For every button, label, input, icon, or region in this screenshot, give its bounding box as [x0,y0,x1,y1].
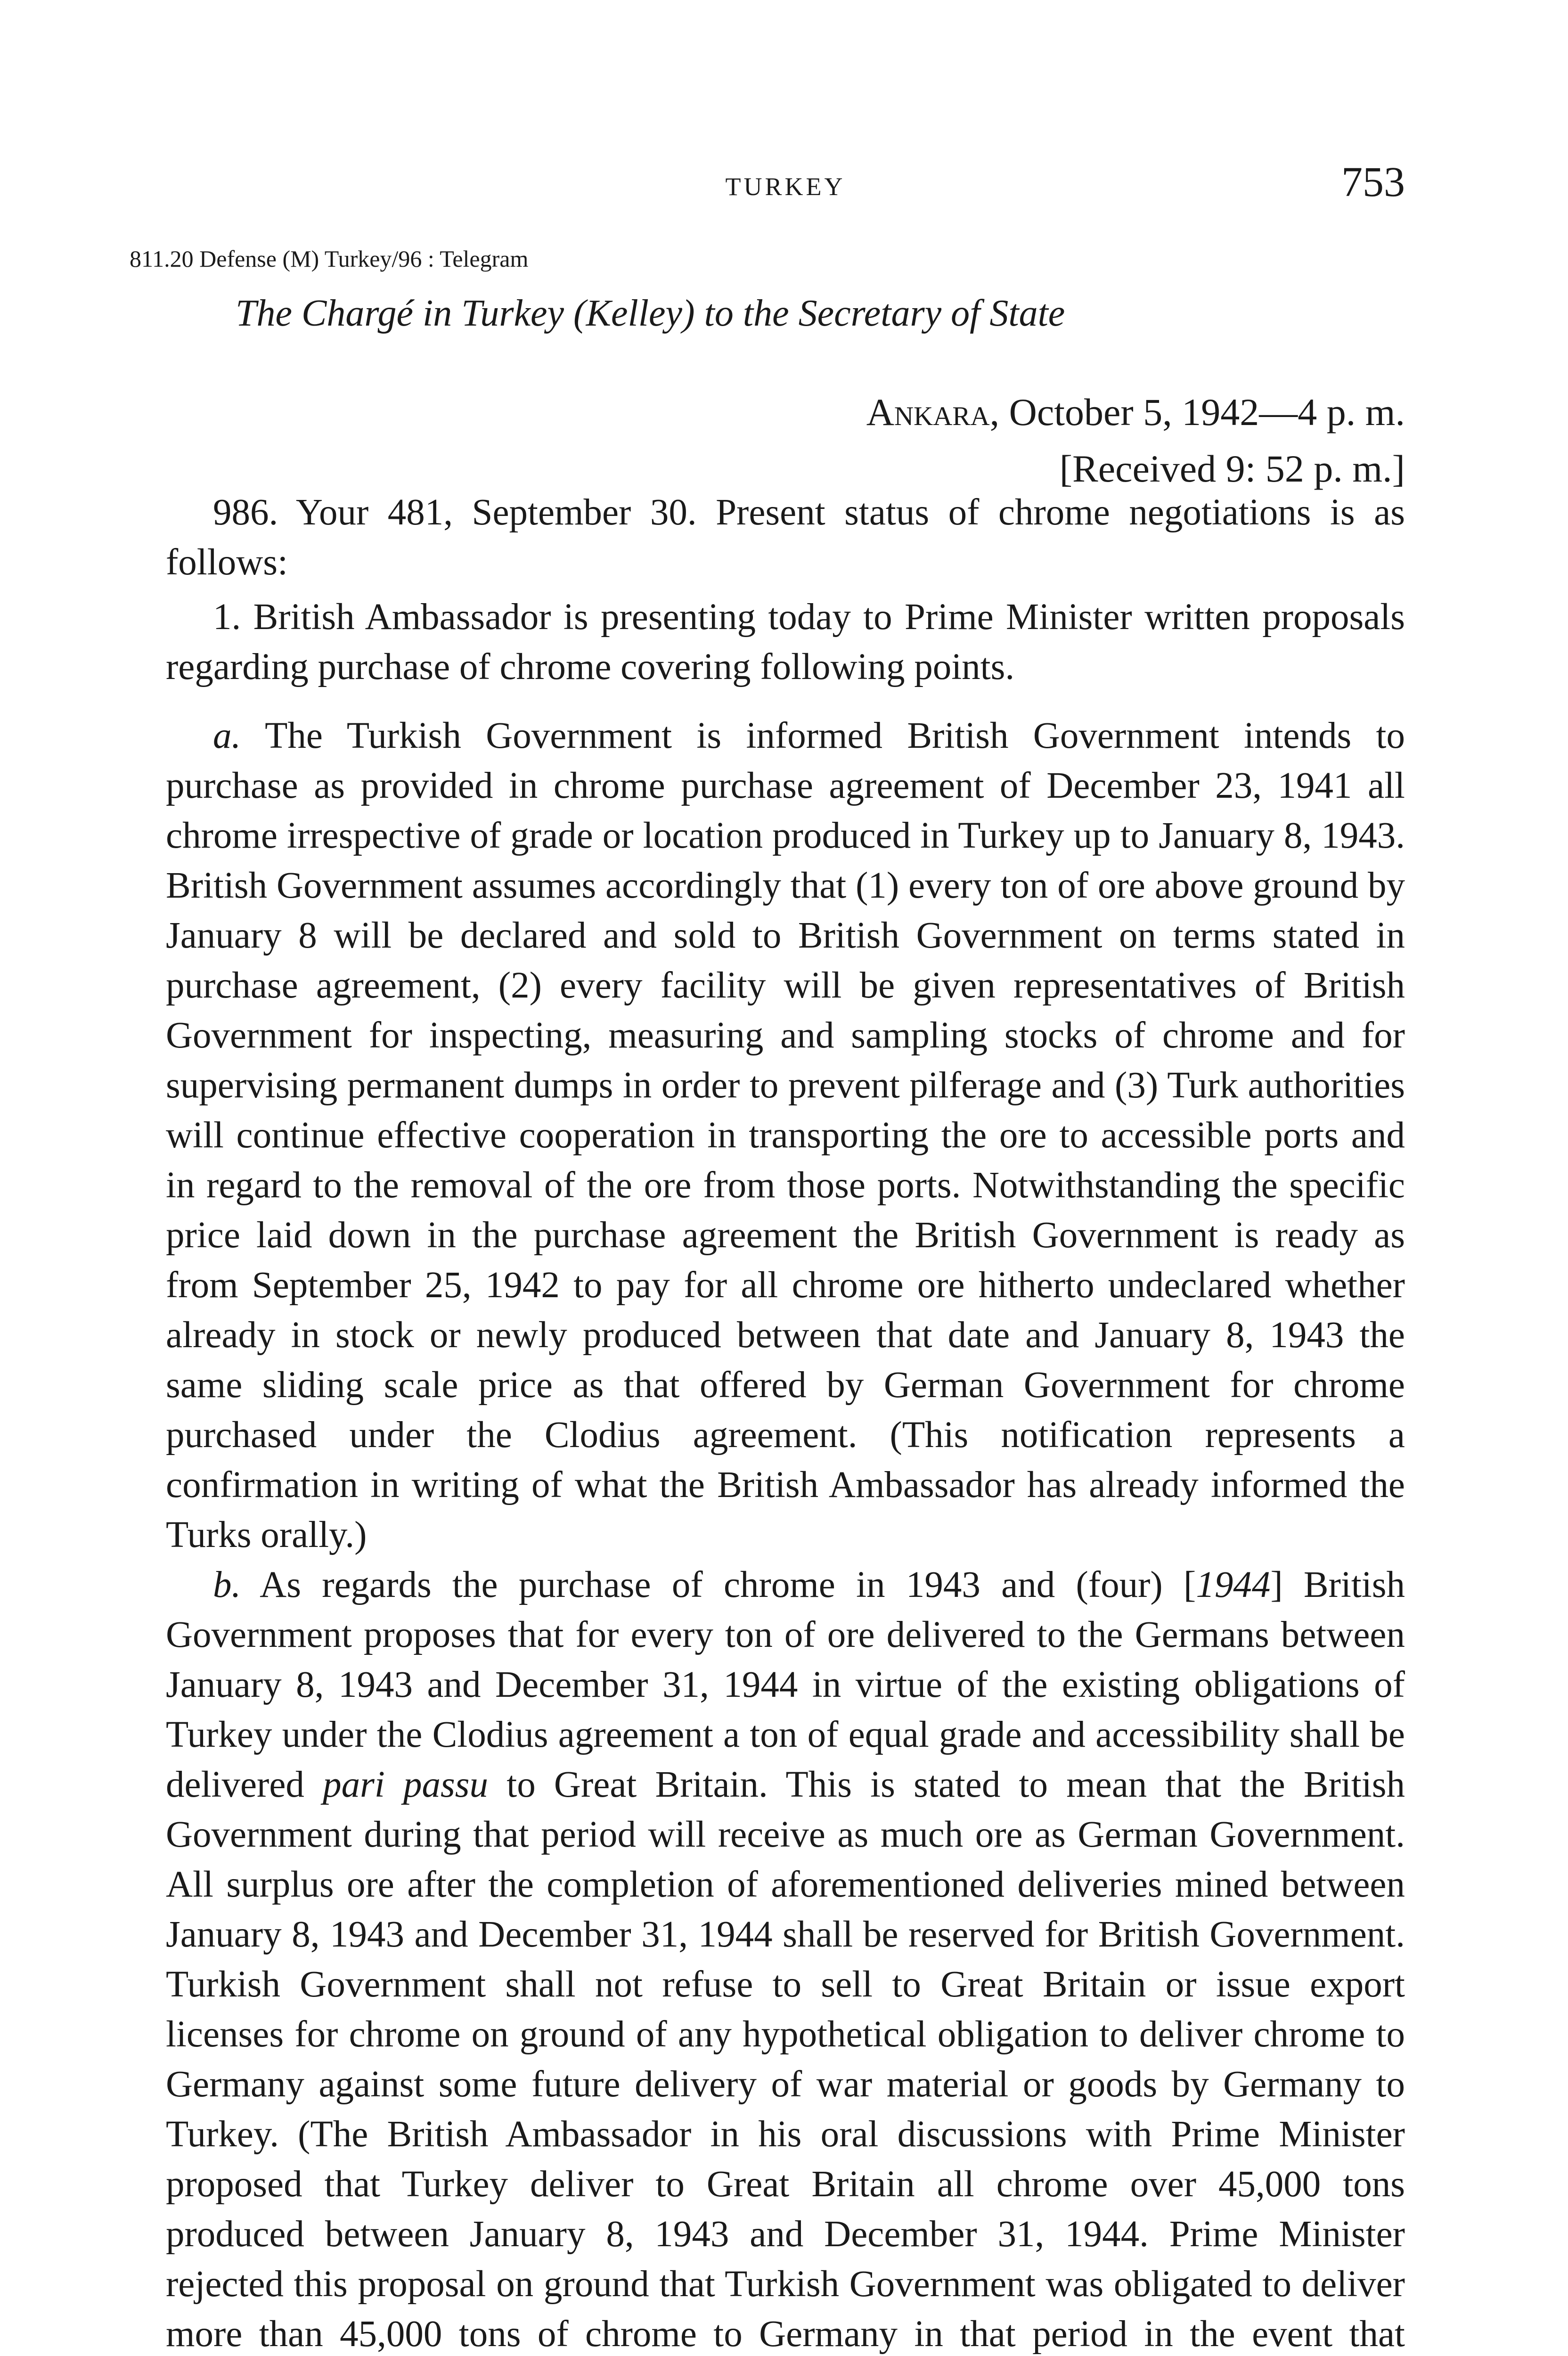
dateline-received: [Received 9: 52 p. m.] [1059,447,1405,490]
running-head: TURKEY [725,172,846,201]
opening-paragraph: 986. Your 481, September 30. Present status of chrome negotiations is as follows: [166,492,1405,583]
dateline-date: , October 5, 1942—4 p. m. [989,391,1405,434]
pari-passu-term: pari passu [323,1764,489,1805]
point-a-text: The Turkish Government is informed British Government intends to purchase as provided in chrome purchase agreement of December 23, 1941 all chrome irrespective of grade or location produced in Turkey up to January 8, 1943. British Government assumes accordingly that (1) every ton of ore above ground by January 8 will be declared and sold to British Government on terms stated in purchase agreement, (2) every facility will be given representatives of British Government for inspecting, measuring and sampling stocks of chrome and for supervising permanent dumps in order to prevent pilferage and (3) Turk authorities will continue effective cooperation in transporting the ore to accessible ports and in regard to the removal of the ore from those ports. Notwithstanding the specific price laid down in the purchase agreement the British Government is ready as from September 25, 1942 to pay for all chrome ore hitherto undeclared whether already in stock or newly produced between that date and January 8, 1943 the same sliding scale price as that offered by German Government for chrome purchased under the Clodius agreement. (This notification represents a confirmation in writing of what the British Ambassador has already informed the Turks orally.) [166,715,1405,1555]
page-number: 753 [1341,159,1405,205]
paragraph-point-b [166,1560,1405,2356]
paragraph-point-a [166,711,1405,1560]
point-b-text-1: As regards the purchase of chrome in 1943 and (four) [ [241,1564,1196,1605]
point-b-year: 1944 [1196,1564,1271,1605]
dateline-sent [866,384,1405,441]
dateline-place: Ankara [866,391,990,434]
telegram-body [166,488,1405,2356]
point-b-text-2: ] British Government proposes that for every ton of ore delivered to the Germans between January 8, 1943 and December 31, 1944 in virtue of the existing obligations of Turkey under the Clodius agreement a ton of equal grade and accessibility shall be delivered [166,1564,1405,1805]
point-b-label: b. [213,1564,241,1605]
document-title: The Chargé in Turkey (Kelley) to the Secretary of State [236,293,1065,334]
point-a-label: a. [213,715,241,756]
paragraph-point-1: 1. British Ambassador is presenting today to Prime Minister written proposals regarding purchase of chrome covering following points. [166,597,1405,687]
page-header [166,158,1405,210]
file-reference: 811.20 Defense (M) Turkey/96 : Telegram [130,245,529,272]
dateline [866,384,1405,497]
point-b-text-3: to Great Britain. This is stated to mean that the British Government during that period will receive as much ore as German Government. All surplus ore after the completion of aforementioned deliveries mined between January 8, 1943 and December 31, 1944 shall be reserved for British Government. Turkish Government shall not refuse to sell to Great Britain or issue export licenses for chrome on ground of any hypothetical obligation to deliver chrome to Germany against some future delivery of war material or goods by Germany to Turkey. (The British Ambassador in his oral discussions with Prime Minister proposed that Turkey deliver to Great Britain all chrome over 45,000 tons produced between January 8, 1943 and December 31, 1944. Prime Minister rejected this proposal on ground that Turkish Government was obligated to deliver more than 45,000 tons of chrome to Germany in that period in the event that [166,1764,1405,2355]
